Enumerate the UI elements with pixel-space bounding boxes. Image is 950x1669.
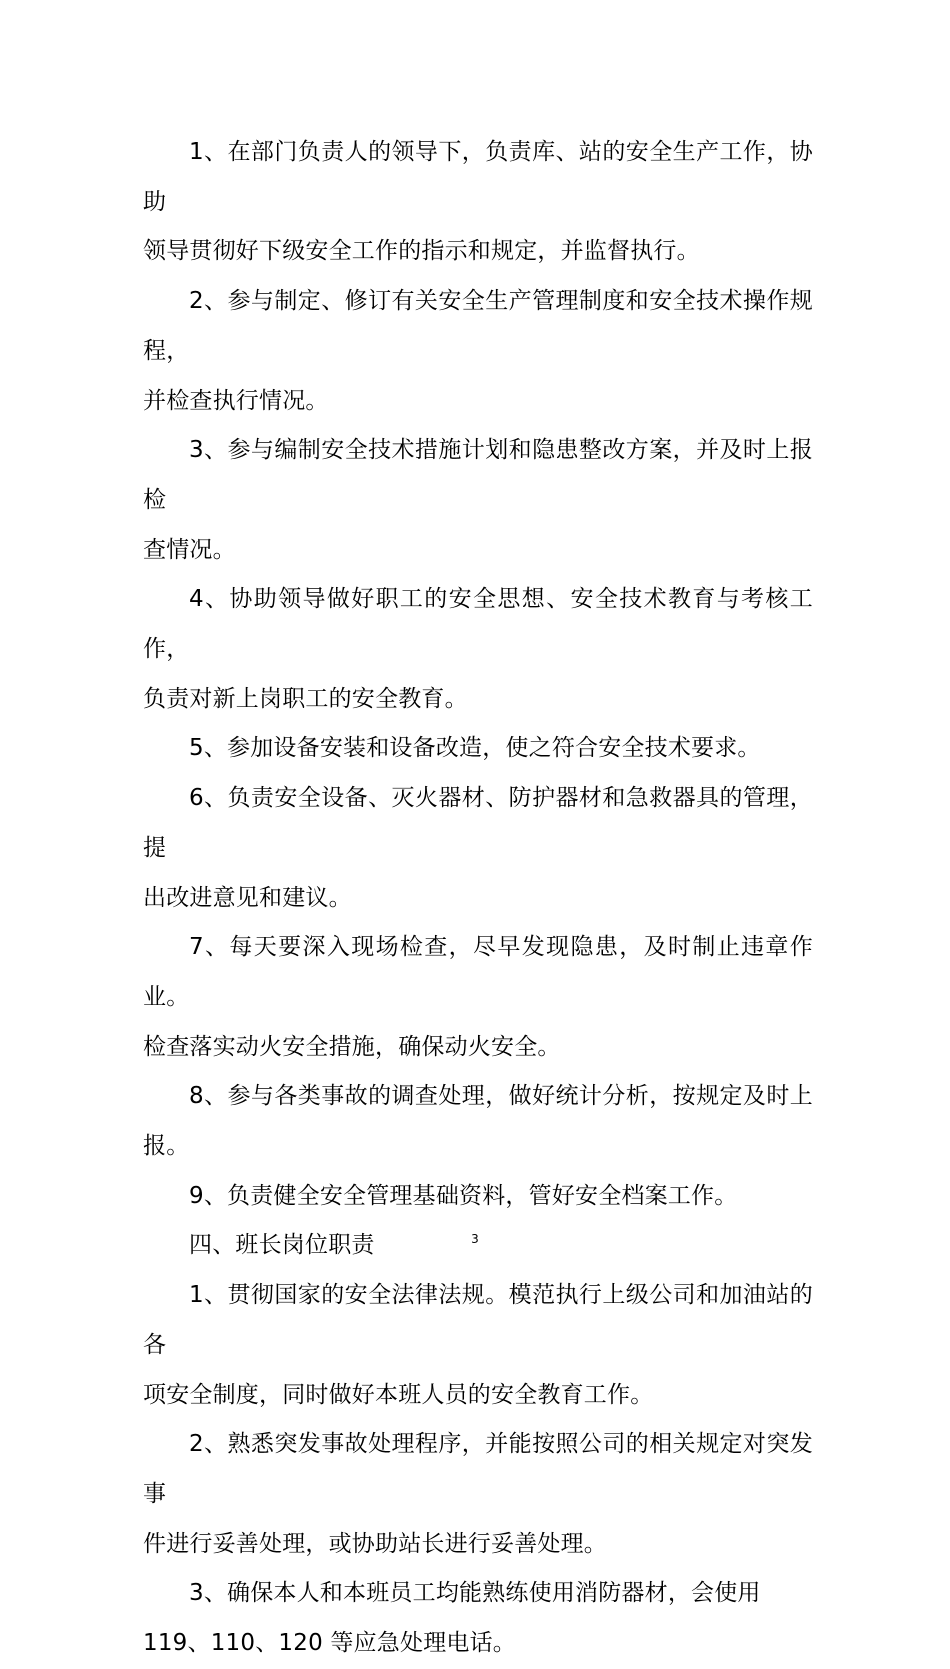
duty-item-6-line-1: 6、负责安全设备、灭火器材、防护器材和急救器具的管理，提	[143, 785, 813, 861]
duty-item-5	[143, 724, 813, 774]
team-leader-duty-2-line-1: 2、熟悉突发事故处理程序，并能按照公司的相关规定对突发事	[143, 1431, 813, 1507]
duty-item-1	[143, 128, 813, 277]
duty-item-8	[143, 1072, 813, 1171]
team-leader-duty-1-line-2: 项安全制度，同时做好本班人员的安全教育工作。	[143, 1381, 654, 1408]
team-leader-duty-3	[143, 1569, 813, 1668]
section-heading: 四、班长岗位职责	[189, 1232, 375, 1259]
duty-item-5-line-1: 5、参加设备安装和设备改造，使之符合安全技术要求。	[189, 735, 761, 762]
duty-item-4-line-1: 4、协助领导做好职工的安全思想、安全技术教育与考核工作，	[143, 586, 813, 663]
duty-item-4-line-2: 负责对新上岗职工的安全教育。	[143, 685, 468, 712]
team-leader-duty-3-line-1: 3、确保本人和本班员工均能熟练使用消防器材，会使用	[189, 1580, 761, 1607]
team-leader-duty-2-line-2: 件进行妥善处理，或协助站长进行妥善处理。	[143, 1530, 607, 1557]
duty-item-7-line-1: 7、每天要深入现场检查，尽早发现隐患，及时制止违章作业。	[143, 934, 813, 1010]
duty-item-6-line-2: 出改进意见和建议。	[143, 884, 352, 911]
duty-item-3	[143, 426, 813, 575]
duty-item-9-line-1: 9、负责健全安全管理基础资料，管好安全档案工作。	[189, 1182, 738, 1209]
duty-item-3-line-2: 查情况。	[143, 536, 236, 563]
duty-item-3-line-1: 3、参与编制安全技术措施计划和隐患整改方案，并及时上报检	[143, 437, 813, 513]
duty-item-1-line-2: 领导贯彻好下级安全工作的指示和规定，并监督执行。	[143, 238, 700, 265]
page-number: 3	[471, 1232, 479, 1246]
team-leader-duty-3-line-2: 119、110、120 等应急处理电话。	[143, 1630, 517, 1657]
duty-item-6	[143, 774, 813, 923]
team-leader-duty-2	[143, 1420, 813, 1569]
duty-item-7	[143, 923, 813, 1072]
duty-item-1-line-1: 1、在部门负责人的领导下，负责库、站的安全生产工作，协助	[143, 139, 813, 215]
team-leader-duty-1-line-1: 1、贯彻国家的安全法律法规。模范执行上级公司和加油站的各	[143, 1282, 813, 1358]
team-leader-duty-1	[143, 1271, 813, 1420]
duty-item-8-line-1: 8、参与各类事故的调查处理，做好统计分析，按规定及时上报。	[143, 1083, 813, 1160]
duty-item-2	[143, 277, 813, 426]
duty-item-2-line-1: 2、参与制定、修订有关安全生产管理制度和安全技术操作规程，	[143, 288, 813, 364]
duty-item-2-line-2: 并检查执行情况。	[143, 387, 329, 414]
duty-item-9	[143, 1172, 813, 1222]
document-body	[143, 128, 813, 1669]
duty-item-7-line-2: 检查落实动火安全措施，确保动火安全。	[143, 1033, 561, 1060]
duty-item-4	[143, 575, 813, 724]
